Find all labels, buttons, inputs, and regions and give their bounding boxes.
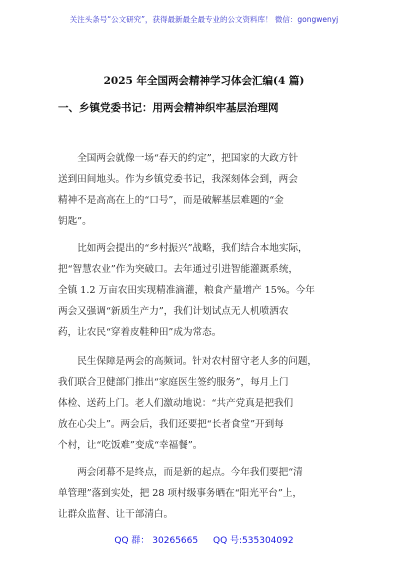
paragraph-line: 比如两会提出的“乡村振兴”战略，我们结合本地实际， [77, 243, 308, 254]
paragraph-line: 民生保障是两会的高频词。针对农村留守老人多的问题， [77, 356, 318, 367]
qq-number-text: QQ 号:535304092 [212, 536, 294, 546]
paragraph-line: 钥匙”。 [58, 216, 92, 227]
paragraph-line: 药，让农民“穿着皮鞋种田”成为常态。 [58, 327, 222, 338]
paragraph-line: 两会闭幕不是终点，而是新的起点。今年我们要把“清 [77, 467, 303, 478]
paragraph-line: 我们联合卫健部门推出“家庭医生签约服务”，每月上门 [58, 377, 289, 388]
section-heading: 一、乡镇党委书记：用两会精神织牢基层治理网 [58, 102, 279, 114]
paragraph-2 [58, 238, 358, 343]
paragraph-line: 全国两会就像一场“春天的约定”，把国家的大政方针 [77, 153, 299, 164]
top-banner: 关注头条号“公文研究”，获得最新最全最专业的公文资料库！ 微信：gongwenyj [69, 15, 339, 24]
paragraph-line: 放在心尖上”。两会后，我们还要把“长者食堂”开到每 [58, 419, 284, 430]
paragraph-line: 体检、送药上门。老人们激动地说：“共产党真是把我们 [58, 398, 294, 409]
paragraph-line: 让群众监督、让干部清白。 [58, 509, 174, 520]
document-title: 2025 年全国两会精神学习体会汇编(4 篇) [103, 75, 305, 87]
paragraph-line: 单管理”落到实处，把 28 项村级事务晒在“阳光平台”上， [58, 488, 303, 499]
qq-group-text: QQ 群： 30265665 [114, 536, 199, 546]
paragraph-line: 送到田间地头。作为乡镇党委书记，我深刻体会到，两会 [58, 174, 298, 185]
paragraph-line: 把“智慧农业”作为突破口。去年通过引进智能灌溉系统， [58, 264, 299, 275]
paragraph-line: 两会又强调“新质生产力”，我们计划试点无人机喷洒农 [58, 306, 289, 317]
paragraph-4 [58, 462, 358, 525]
paragraph-line: 全镇 1.2 万亩农田实现精准滴灌，粮食产量增产 15%。今年 [58, 285, 315, 296]
paragraph-line: 个村，让“吃饭难”变成“幸福餐”。 [58, 440, 203, 451]
paragraph-line: 精神不是高高在上的“口号”，而是破解基层难题的“金 [58, 195, 284, 206]
paragraph-1 [58, 148, 358, 232]
footer-contacts [0, 533, 408, 546]
paragraph-3 [58, 351, 358, 456]
